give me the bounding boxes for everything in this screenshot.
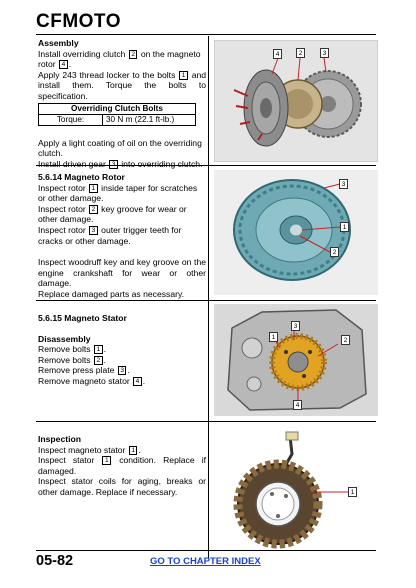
figure-clutch-assembly bbox=[214, 40, 378, 162]
callout-ref: 1 bbox=[94, 345, 103, 354]
callout-label: 3 bbox=[339, 179, 348, 189]
figure-stator-cover bbox=[214, 304, 378, 416]
callout-ref: 4 bbox=[59, 60, 68, 69]
inspection-step-2 bbox=[38, 455, 206, 476]
assembly-step-4-text-b: into overriding clutch. bbox=[121, 158, 203, 169]
rotor-inspect-3-text-b: outer trigger teeth for cracks or other damage. bbox=[38, 224, 182, 246]
inspection-coils-note: Inspect stator coils for aging, breaks or other damage. Replace if necessary. bbox=[38, 476, 206, 497]
assembly-section bbox=[38, 38, 206, 169]
clutch-illustration bbox=[214, 40, 378, 162]
step-text: Remove magneto stator bbox=[38, 375, 130, 386]
chapter-index-link[interactable]: GO TO CHAPTER INDEX bbox=[150, 556, 261, 567]
disassembly-title: Disassembly bbox=[38, 333, 91, 344]
inspection-step-1 bbox=[38, 445, 206, 456]
inspection-title: Inspection bbox=[38, 434, 81, 444]
section-rule bbox=[36, 165, 376, 166]
callout-ref: 2 bbox=[129, 50, 138, 59]
callout-label: 1 bbox=[348, 487, 357, 497]
rotor-inspect-1 bbox=[38, 183, 206, 204]
step-end: . bbox=[103, 344, 106, 355]
disassembly-step bbox=[38, 365, 206, 376]
callout-ref: 3 bbox=[89, 226, 98, 235]
assembly-step-2 bbox=[38, 70, 206, 102]
inspection-section bbox=[38, 434, 206, 498]
rotor-illustration bbox=[214, 170, 378, 295]
callout-label: 3 bbox=[320, 48, 329, 58]
callout-label: 4 bbox=[273, 49, 282, 59]
callout-label: 3 bbox=[291, 321, 300, 331]
page-number: 05-82 bbox=[36, 553, 74, 569]
rotor-replace-note: Replace damaged parts as necessary. bbox=[38, 288, 185, 299]
step-end: . bbox=[127, 365, 130, 376]
callout-label: 2 bbox=[341, 335, 350, 345]
rotor-inspect-1-text: Inspect rotor bbox=[38, 182, 86, 193]
step-text: Remove press plate bbox=[38, 365, 115, 376]
stator-title: 5.6.15 Magneto Stator bbox=[38, 313, 127, 323]
rotor-section bbox=[38, 172, 206, 300]
callout-label: 4 bbox=[293, 400, 302, 410]
callout-ref: 2 bbox=[94, 356, 103, 365]
section-rule bbox=[36, 421, 376, 422]
rotor-inspect-3 bbox=[38, 225, 206, 246]
inspection-step-1-text: Inspect magneto stator bbox=[38, 444, 126, 455]
callout-label: 2 bbox=[330, 247, 339, 257]
callout-label: 1 bbox=[269, 332, 278, 342]
footer-rule bbox=[36, 550, 376, 551]
header-rule bbox=[36, 34, 376, 35]
column-divider bbox=[208, 36, 209, 558]
callout-ref: 2 bbox=[89, 205, 98, 214]
step-text: Remove bolts bbox=[38, 344, 91, 355]
callout-label: 1 bbox=[340, 222, 349, 232]
stator-section bbox=[38, 313, 206, 387]
section-rule bbox=[36, 300, 376, 301]
torque-label: Torque: bbox=[39, 114, 103, 125]
callout-ref: 3 bbox=[109, 160, 118, 169]
assembly-step-1-end: . bbox=[68, 59, 72, 70]
callout-ref: 1 bbox=[102, 456, 111, 465]
rotor-inspect-1-text-b: inside taper for scratches or other damage. bbox=[38, 182, 198, 204]
disassembly-step bbox=[38, 355, 206, 366]
torque-table-title: Overriding Clutch Bolts bbox=[39, 103, 196, 114]
assembly-step-2-text-b: and install them. Torque the bolts to specification. bbox=[38, 69, 207, 101]
callout-label: 2 bbox=[296, 48, 305, 58]
torque-spec-table bbox=[38, 103, 196, 126]
step-end: . bbox=[142, 375, 146, 386]
inspection-step-2-text: Inspect stator bbox=[38, 455, 95, 466]
rotor-inspect-2 bbox=[38, 204, 206, 225]
inspection-step-1-end: . bbox=[138, 444, 141, 455]
brand-logo: CFMOTO bbox=[36, 11, 121, 32]
assembly-step-4-text: Install driven gear bbox=[38, 158, 106, 169]
callout-ref: 1 bbox=[179, 71, 188, 80]
inspection-step-2-text-b: condition. Replace if damaged. bbox=[38, 455, 207, 476]
callout-ref: 3 bbox=[118, 366, 127, 375]
figure-magneto-rotor bbox=[214, 170, 378, 295]
assembly-step-1-text-b: on the magneto rotor bbox=[38, 48, 201, 70]
rotor-key-note: Inspect woodruff key and key groove on the engine crankshaft for wear or other damage. bbox=[38, 257, 206, 289]
disassembly-step bbox=[38, 344, 206, 355]
figure-stator bbox=[214, 428, 378, 550]
step-end: . bbox=[103, 354, 106, 365]
assembly-title: Assembly bbox=[38, 38, 79, 48]
disassembly-step bbox=[38, 376, 206, 387]
callout-ref: 4 bbox=[133, 377, 142, 386]
rotor-title: 5.6.14 Magneto Rotor bbox=[38, 172, 125, 182]
callout-ref: 1 bbox=[89, 184, 98, 193]
assembly-step-2-text: Apply 243 thread locker to the bolts bbox=[38, 69, 176, 80]
assembly-step-1 bbox=[38, 49, 206, 70]
step-text: Remove bolts bbox=[38, 354, 91, 365]
callout-ref: 1 bbox=[129, 446, 138, 455]
assembly-step-3: Apply a light coating of oil on the overriding clutch. bbox=[38, 137, 202, 159]
rotor-inspect-2-text: Inspect rotor bbox=[38, 203, 86, 214]
torque-value: 30 N m (22.1 ft-lb.) bbox=[103, 114, 196, 125]
rotor-inspect-3-text: Inspect rotor bbox=[38, 224, 86, 235]
rotor-inspect-2-text-b: key groove for wear or other damage. bbox=[38, 203, 187, 225]
assembly-step-1-text: Install overriding clutch bbox=[38, 48, 126, 59]
